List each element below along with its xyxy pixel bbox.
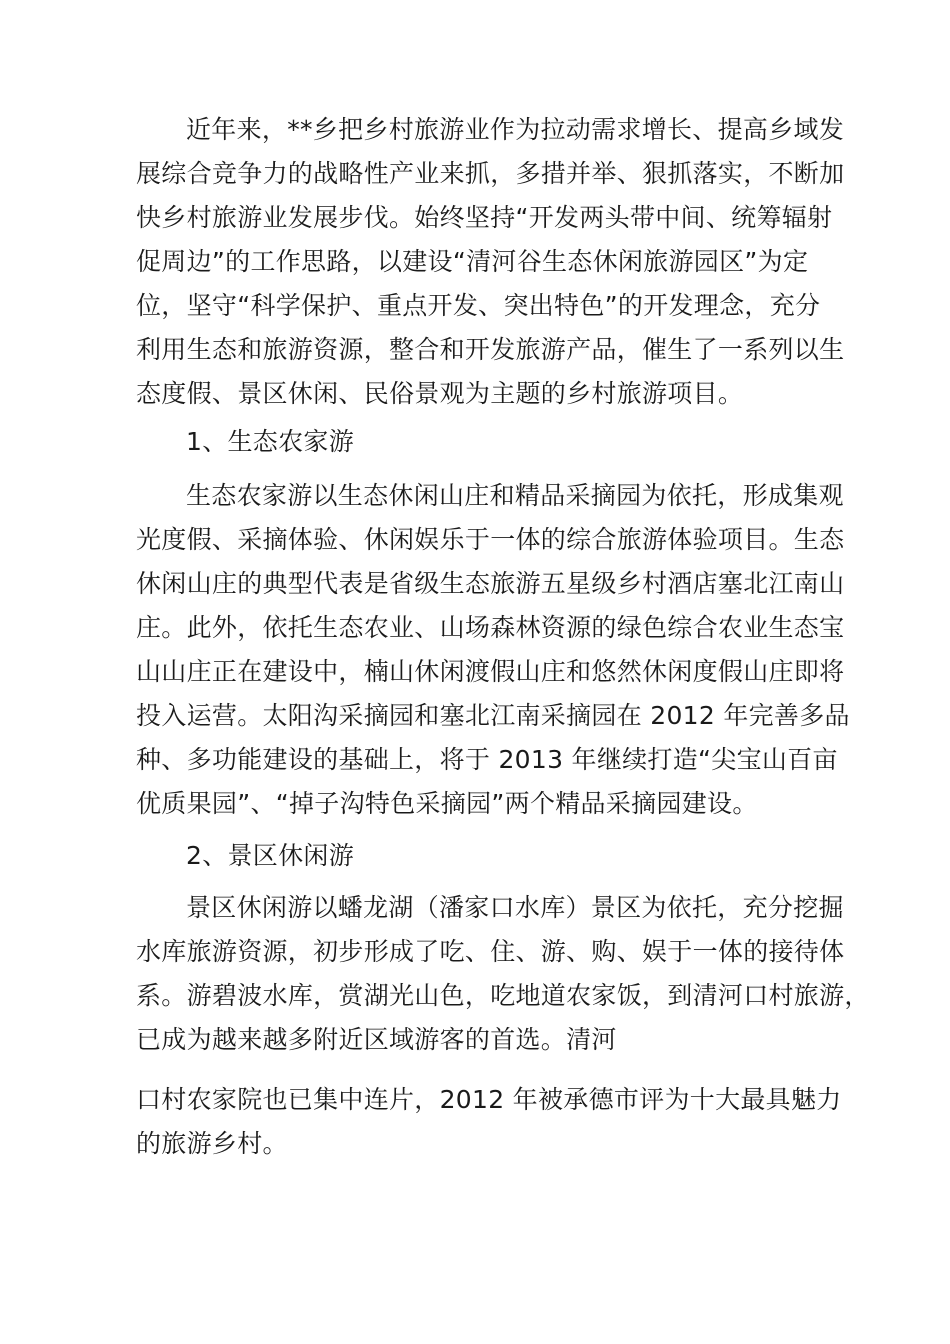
section-heading: 2、景区休闲游	[186, 841, 355, 870]
paragraph-line: 水库旅游资源，初步形成了吃、住、游、购、娱于一体的接待体	[136, 937, 845, 966]
paragraph-line: 光度假、采摘体验、休闲娱乐于一体的综合旅游体验项目。生态	[136, 525, 845, 554]
paragraph-line: 近年来，**乡把乡村旅游业作为拉动需求增长、提高乡域发	[186, 115, 845, 144]
paragraph-line: 快乡村旅游业发展步伐。始终坚持“开发两头带中间、统筹辐射	[136, 203, 833, 232]
paragraph-line: 态度假、景区休闲、民俗景观为主题的乡村旅游项目。	[136, 379, 744, 408]
paragraph-line: 利用生态和旅游资源，整合和开发旅游产品，催生了一系列以生	[136, 335, 845, 364]
paragraph-line: 投入运营。太阳沟采摘园和塞北江南采摘园在 2012 年完善多品	[136, 701, 850, 730]
paragraph-line: 休闲山庄的典型代表是省级生态旅游五星级乡村酒店塞北江南山	[136, 569, 845, 598]
paragraph-line: 景区休闲游以蟠龙湖（潘家口水库）景区为依托，充分挖掘	[186, 893, 844, 922]
paragraph-line: 的旅游乡村。	[136, 1129, 288, 1158]
paragraph-line: 已成为越来越多附近区域游客的首选。清河	[136, 1025, 617, 1054]
paragraph-line: 山山庄正在建设中，楠山休闲渡假山庄和悠然休闲度假山庄即将	[136, 657, 845, 686]
section-heading: 1、生态农家游	[186, 427, 355, 456]
paragraph-line: 促周边”的工作思路，以建设“清河谷生态休闲旅游园区”为定	[136, 247, 809, 276]
paragraph-line: 展综合竞争力的战略性产业来抓，多措并举、狠抓落实，不断加	[136, 159, 845, 188]
paragraph-line: 庄。此外，依托生态农业、山场森林资源的绿色综合农业生态宝	[136, 613, 845, 642]
paragraph-line: 系。游碧波水库，赏湖光山色，吃地道农家饭，到清河口村旅游，	[136, 981, 870, 1010]
paragraph-line: 种、多功能建设的基础上，将于 2013 年继续打造“尖宝山百亩	[136, 745, 838, 774]
paragraph-line: 优质果园”、“掉子沟特色采摘园”两个精品采摘园建设。	[136, 789, 758, 818]
paragraph-line: 位，坚守“科学保护、重点开发、突出特色”的开发理念，充分	[136, 291, 821, 320]
paragraph-line: 口村农家院也已集中连片，2012 年被承德市评为十大最具魅力	[136, 1085, 842, 1114]
paragraph-line: 生态农家游以生态休闲山庄和精品采摘园为依托，形成集观	[186, 481, 844, 510]
